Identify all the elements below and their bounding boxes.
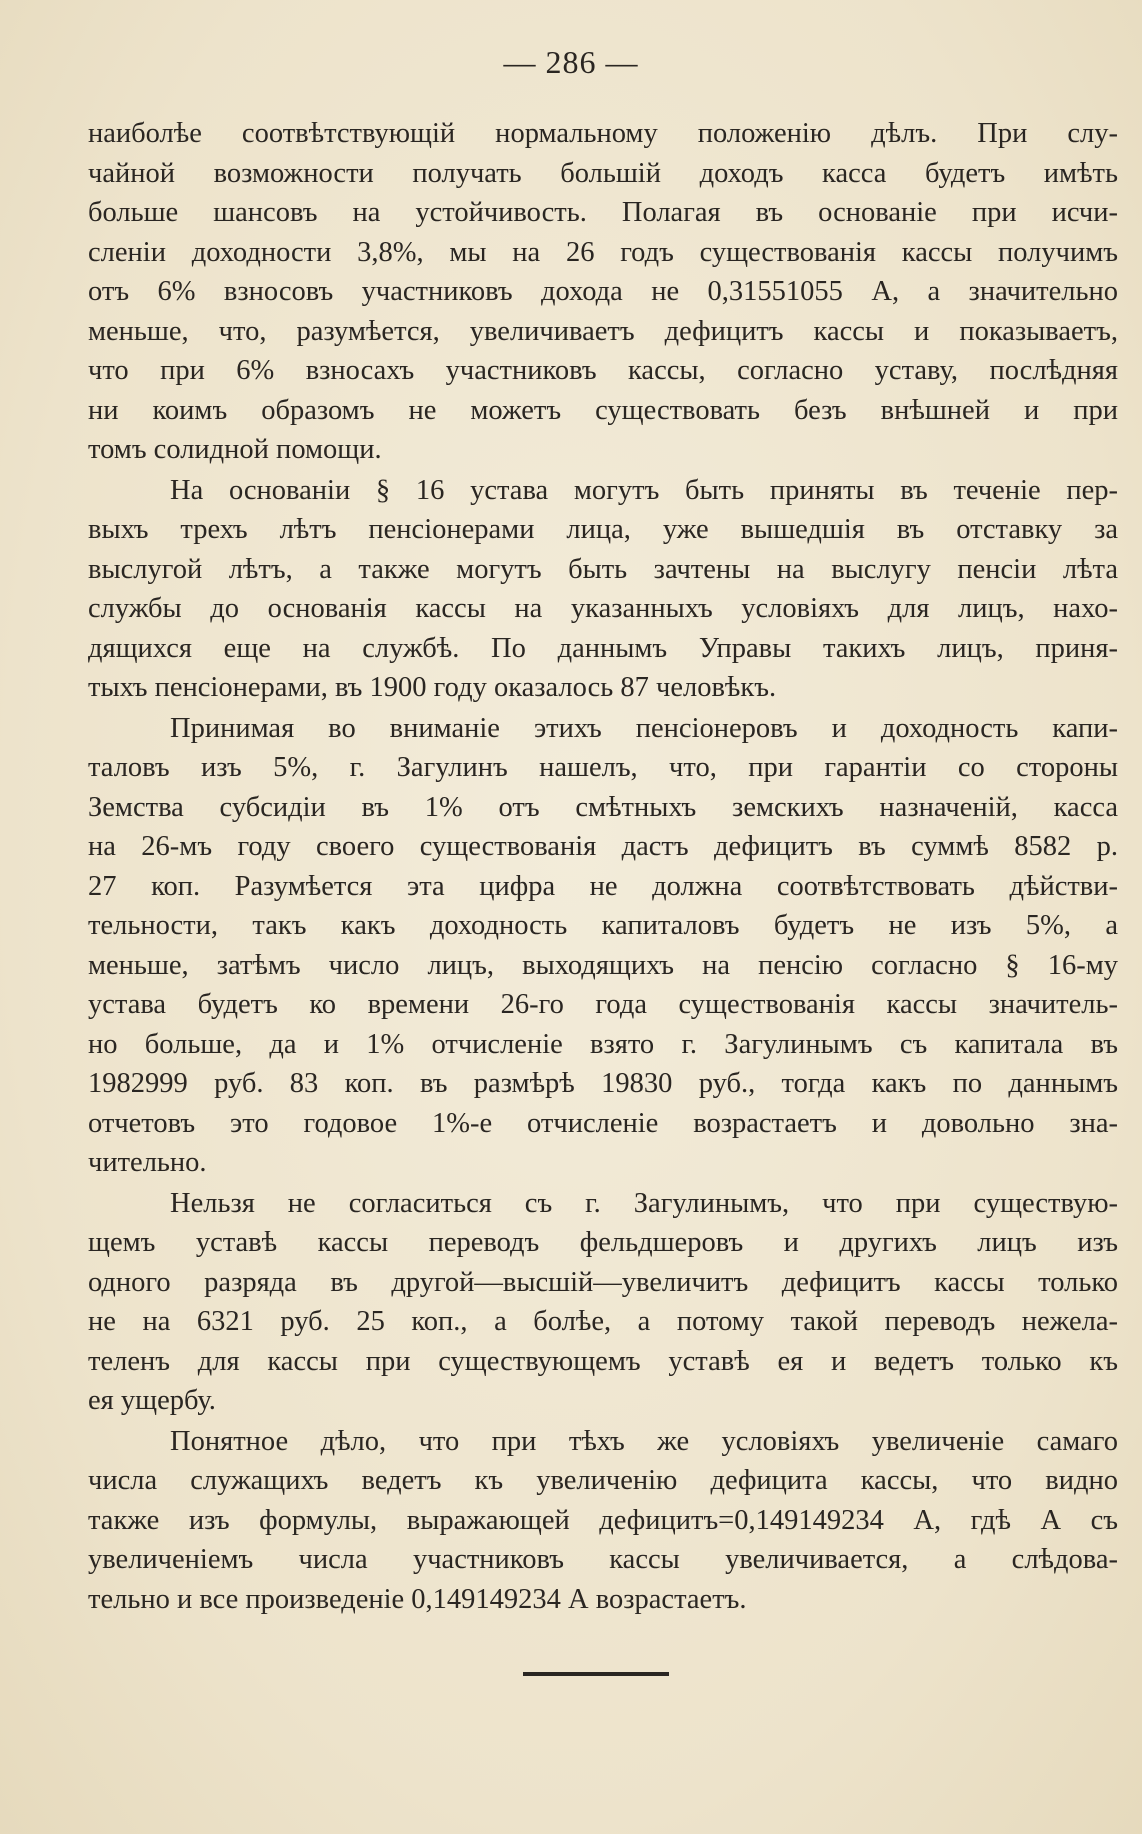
text-line: выслугой лѣтъ, а также могутъ быть зачтены на выслугу пенсіи лѣта xyxy=(88,553,1118,585)
text-line: ея ущербу. xyxy=(88,1385,216,1416)
text-line: одного разряда въ другой—высшій—увеличитъ дефицитъ кассы только xyxy=(88,1266,1118,1298)
text-line: устава будетъ ко времени 26-го года существованія кассы значитель- xyxy=(88,989,1118,1020)
text-line: но больше, да и 1% отчисленіе взято г. Загулинымъ съ капитала въ xyxy=(88,1028,1118,1060)
paragraph xyxy=(88,709,1118,1183)
text-line: томъ солидной помощи. xyxy=(88,434,382,465)
page-number: — 286 — xyxy=(503,44,639,80)
text-line: тыхъ пенсіонерами, въ 1900 году оказалось 87 человѣкъ. xyxy=(88,672,777,703)
text-line: Понятное дѣло, что при тѣхъ же условіяхъ увеличеніе самаго xyxy=(170,1425,1118,1457)
text-line: на 26-мъ году своего существованія дастъ дефицитъ въ суммѣ 8582 р. xyxy=(88,831,1118,862)
text-line: теленъ для кассы при существующемъ уставѣ ея и ведетъ только къ xyxy=(88,1345,1118,1377)
paragraph xyxy=(88,471,1118,708)
text-line: дящихся еще на службѣ. По даннымъ Управы такихъ лицъ, приня- xyxy=(88,632,1118,664)
text-line: отъ 6% взносовъ участниковъ дохода не 0,31551055 А, а значительно xyxy=(88,276,1118,307)
text-line: тельности, такъ какъ доходность капиталовъ будетъ не изъ 5%, а xyxy=(88,910,1118,941)
text-line: щемъ уставѣ кассы переводъ фельдшеровъ и другихъ лицъ изъ xyxy=(88,1227,1118,1258)
text-line: меньше, затѣмъ число лицъ, выходящихъ на пенсію согласно § 16-му xyxy=(88,949,1118,981)
text-line: Нельзя не согласиться съ г. Загулинымъ, что при существую- xyxy=(170,1187,1118,1219)
end-rule xyxy=(523,1672,669,1676)
text-line: меньше, что, разумѣется, увеличиваетъ дефицитъ кассы и показываетъ, xyxy=(88,315,1118,347)
text-line: службы до основанія кассы на указанныхъ условіяхъ для лицъ, нахо- xyxy=(88,593,1118,624)
text-line: увеличеніемъ числа участниковъ кассы увеличивается, а слѣдова- xyxy=(88,1544,1118,1575)
text-line: таловъ изъ 5%, г. Загулинъ нашелъ, что, при гарантіи со стороны xyxy=(88,752,1118,783)
text-line: чительно. xyxy=(88,1147,207,1178)
text-line: чайной возможности получать большій доходъ касса будетъ имѣть xyxy=(88,157,1118,189)
text-line: ни коимъ образомъ не можетъ существовать безъ внѣшней и при xyxy=(88,394,1118,426)
text-body xyxy=(88,114,1118,1619)
text-line: 27 коп. Разумѣется эта цифра не должна соотвѣтствовать дѣйстви- xyxy=(88,870,1118,902)
text-line: Земства субсидіи въ 1% отъ смѣтныхъ земскихъ назначеній, касса xyxy=(88,791,1118,823)
paragraph xyxy=(88,1184,1118,1421)
text-line: что при 6% взносахъ участниковъ кассы, согласно уставу, послѣдняя xyxy=(88,355,1118,386)
text-line: На основаніи § 16 устава могутъ быть приняты въ теченіе пер- xyxy=(170,474,1118,506)
text-line: 1982999 руб. 83 коп. въ размѣрѣ 19830 руб., тогда какъ по даннымъ xyxy=(88,1068,1118,1099)
text-line: отчетовъ это годовое 1%-е отчисленіе возрастаетъ и довольно зна- xyxy=(88,1107,1118,1139)
text-line: также изъ формулы, выражающей дефицитъ=0,149149234 А, гдѣ А съ xyxy=(88,1504,1118,1536)
text-line: числа служащихъ ведетъ къ увеличенію дефицита кассы, что видно xyxy=(88,1465,1118,1496)
text-line: больше шансовъ на устойчивость. Полагая въ основаніе при исчи- xyxy=(88,197,1118,228)
text-line: Принимая во вниманіе этихъ пенсіонеровъ и доходность капи- xyxy=(170,712,1118,744)
text-line: не на 6321 руб. 25 коп., а болѣе, а потому такой переводъ нежела- xyxy=(88,1306,1118,1337)
text-line: тельно и все произведеніе 0,149149234 А возрастаетъ. xyxy=(88,1583,747,1615)
paragraph xyxy=(88,1422,1118,1620)
text-line: выхъ трехъ лѣтъ пенсіонерами лица, уже вышедшія въ отставку за xyxy=(88,514,1118,545)
text-line: сленіи доходности 3,8%, мы на 26 годъ существованія кассы получимъ xyxy=(88,236,1118,268)
text-line: наиболѣе соотвѣтствующій нормальному положенію дѣлъ. При слу- xyxy=(88,118,1118,149)
paragraph xyxy=(88,114,1118,470)
